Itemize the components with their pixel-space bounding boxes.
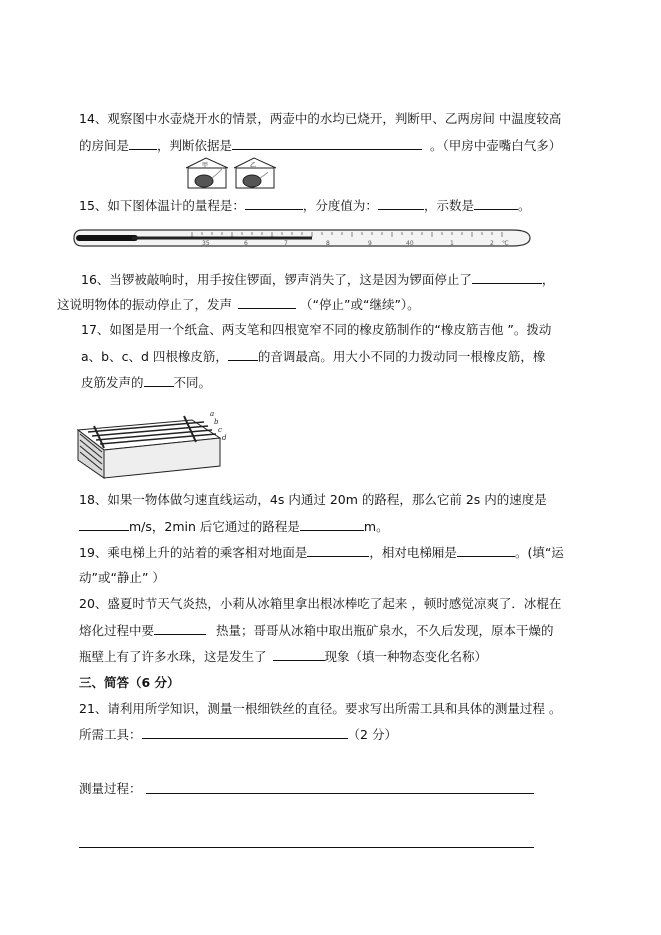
q15-blank-range[interactable] [245,197,303,210]
q21-blank-tools[interactable] [142,726,348,739]
q14-line2 [79,137,561,154]
thermometer-bulb [76,235,138,241]
thermo-tick-40: 40 [406,240,414,247]
q14-line1: 14、观察图中水壶烧开水的情景，两壶中的水均已烧开，判断甲、乙两房间 中温度较高 [79,111,562,126]
q21-tools-line [79,726,397,743]
band-label-c: c [218,426,222,434]
q16-blank-sound[interactable] [238,296,296,309]
thermometer-figure [72,226,534,250]
q21-tools-label: 所需工具： [79,727,142,742]
kettle-rooms-figure [184,156,284,190]
band-label-d: d [222,434,227,442]
q15-blank-division[interactable] [378,197,424,210]
q17-line3 [81,374,211,391]
q16-blank-vibration[interactable] [472,271,542,284]
q17-text-d: 不同。 [173,375,212,390]
thermo-tick-42: 2 [490,240,494,247]
band-label-b: b [214,418,219,426]
q15-line [79,197,530,214]
q21-blank-process-line1[interactable] [146,793,534,794]
q18-blank-distance[interactable] [300,518,364,531]
q19-line2: 动”或“静止” ） [79,570,165,585]
q15-text-d: 。 [517,198,531,213]
q21-process-label: 测量过程： [79,781,142,796]
q17-text-a: a、b、c、d 四根橡皮筋， [81,349,228,364]
q20-text-a: 熔化过程中要 [79,623,155,638]
q19-blank-ground[interactable] [307,544,369,557]
q14-blank-reason[interactable] [232,137,422,150]
q14-text-c: 。（甲房中壶嘴白气多） [430,138,562,153]
q19-text-a: 19、乘电梯上升的站着的乘客相对地面是 [79,545,308,560]
q20-text-b: 热量；哥哥从冰箱中取出瓶矿泉水，不久后发现，原本干燥的 [216,623,554,638]
q16-text-c: 这说明物体的振动停止了，发声 [57,297,233,312]
thermo-tick-39: 9 [368,240,372,247]
q16-text-b: ， [541,272,555,287]
q17-line1: 17、如图是用一个纸盒、两支笔和四根宽窄不同的橡皮筋制作的“橡皮筋吉他 ”。拨动 [81,322,552,337]
thermo-tick-36: 6 [244,240,248,247]
q21-line1: 21、请利用所学知识，测量一根细铁丝的直径。要求写出所需工具和具体的测量过程 。 [79,701,562,716]
q20-text-d: 现象（填一种物态变化名称） [324,649,488,664]
q18-line2 [79,518,389,535]
kettle-room-label-yi: 乙 [250,162,257,169]
thermo-unit: ℃ [502,240,509,247]
q20-line2 [79,622,554,639]
q20-blank-heat[interactable] [154,622,206,635]
q17-blank-loudness[interactable] [144,374,174,387]
band-label-a: a [210,410,215,418]
thermo-tick-37: 7 [284,240,288,247]
q14-text-b: ，判断依据是 [157,138,233,153]
q17-text-b: 的音调最高。用大小不同的力拨动同一根橡皮筋，橡 [257,349,546,364]
kettle-room-label-jia: 甲 [202,162,209,169]
q16-text-d: （“停止”或“继续”）。 [300,297,420,312]
q19-line1 [79,544,564,561]
q19-text-b: ，相对电梯厢是 [369,545,457,560]
q18-text-a: m/s，2min 后它通过的路程是 [129,519,300,534]
q17-line2 [81,348,545,365]
q16-line2 [57,296,420,313]
q20-line1: 20、盛夏时节天气炎热，小莉从冰箱里拿出根冰棒吃了起来 ，顿时感觉凉爽了．冰棍在 [79,596,562,611]
q15-text-c: ，示数是 [423,198,474,213]
q17-text-c: 皮筋发声的 [81,375,144,390]
thermo-tick-38: 8 [326,240,330,247]
q15-text-a: 15、如下图体温计的量程是： [79,198,245,213]
q14-text-a: 的房间是 [79,138,130,153]
q19-blank-elevator[interactable] [457,544,515,557]
rubber-band-guitar-figure [74,408,236,480]
section3-heading: 三、简答（6 分） [79,675,180,690]
q20-line3 [79,648,487,665]
q15-blank-reading[interactable] [474,197,518,210]
q21-tools-score: （2 分） [347,727,397,742]
q21-blank-process-line2[interactable] [79,847,534,848]
q16-line1 [81,271,554,288]
q14-blank-room[interactable] [129,137,157,150]
q18-blank-speed[interactable] [79,518,129,531]
q18-line1: 18、如果一物体做匀速直线运动，4s 内通过 20m 的路程，那么它前 2s 内的速度是 [79,492,547,507]
q15-text-b: ，分度值为： [302,198,378,213]
q18-text-b: m。 [363,519,389,534]
thermo-tick-41: 1 [450,240,454,247]
q20-blank-phase-change[interactable] [273,648,325,661]
thermo-tick-35: 35 [202,240,210,247]
q20-text-c: 瓶壁上有了许多水珠，这是发生了 [79,649,267,664]
q17-blank-highest-pitch[interactable] [228,348,258,361]
q16-text-a: 16、当锣被敲响时，用手按住锣面，锣声消失了，这是因为锣面停止了 [81,272,472,287]
q19-text-c: 。(填“运 [514,545,564,560]
